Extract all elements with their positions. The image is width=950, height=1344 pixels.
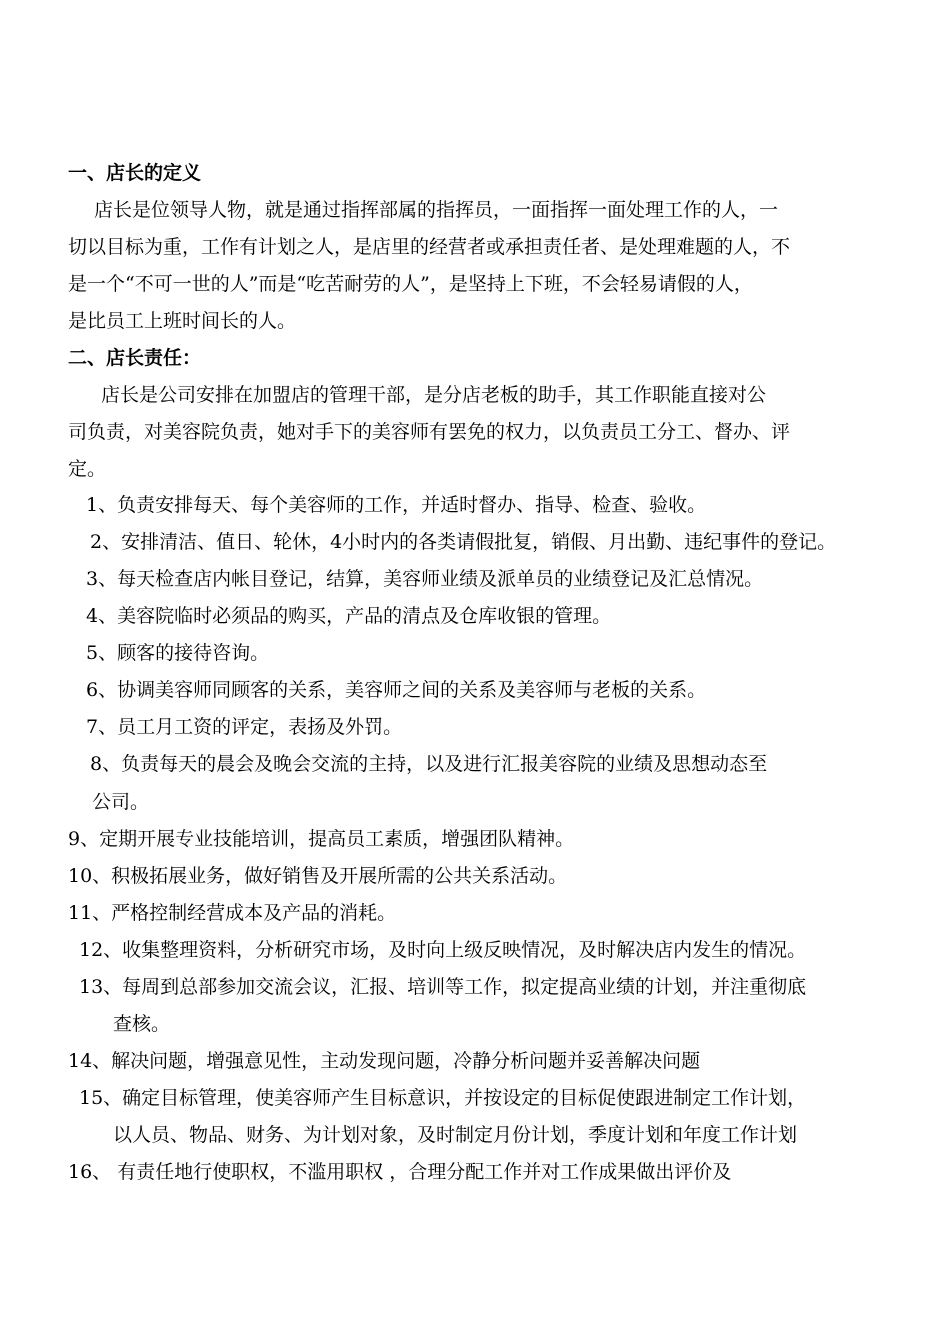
list-item: 14、解决问题，增强意见性，主动发现问题，冷静分析问题并妥善解决问题	[68, 1050, 701, 1072]
section-heading-2: 二、店长责任：	[68, 347, 202, 369]
list-item: 16、 有责任地行使职权，不滥用职权 ，合理分配工作并对工作成果做出评价及	[68, 1161, 732, 1183]
list-item: 3、每天检查店内帐目登记，结算，美容师业绩及派单员的业绩登记及汇总情况。	[86, 568, 764, 590]
paragraph-line: 切以目标为重，工作有计划之人，是店里的经营者或承担责任者、是处理难题的人，不	[68, 236, 791, 258]
list-item: 15、确定目标管理，使美容师产生目标意识，并按设定的目标促使跟进制定工作计划，	[79, 1087, 807, 1109]
list-item: 9、定期开展专业技能培训，提高员工素质，增强团队精神。	[68, 828, 575, 850]
list-item: 13、每周到总部参加交流会议，汇报、培训等工作，拟定提高业绩的计划，并注重彻底	[79, 976, 807, 998]
paragraph-line: 店长是公司安排在加盟店的管理干部，是分店老板的助手，其工作职能直接对公	[101, 384, 767, 406]
paragraph-line: 司负责，对美容院负责，她对手下的美容师有罢免的权力，以负责员工分工、督办、评	[68, 421, 791, 443]
list-item: 10、积极拓展业务，做好销售及开展所需的公共关系活动。	[68, 865, 568, 887]
list-item: 11、严格控制经营成本及产品的消耗。	[68, 902, 397, 924]
list-item: 7、员工月工资的评定，表扬及外罚。	[86, 716, 403, 738]
list-item-continuation: 以人员、物品、财务、为计划对象，及时制定月份计划，季度计划和年度工作计划	[113, 1124, 798, 1146]
list-item-continuation: 查核。	[113, 1013, 171, 1035]
list-item: 1、负责安排每天、每个美容师的工作，并适时督办、指导、检查、验收。	[86, 494, 707, 516]
list-item-continuation: 公司。	[92, 791, 150, 813]
section-heading-1: 一、店长的定义	[68, 162, 202, 184]
list-item: 12、收集整理资料，分析研究市场，及时向上级反映情况，及时解决店内发生的情况。	[79, 939, 807, 961]
paragraph-line: 定。	[68, 458, 107, 480]
paragraph-line: 是比员工上班时间长的人。	[68, 310, 297, 332]
list-item: 5、顾客的接待咨询。	[86, 642, 270, 664]
paragraph-line: 店长是位领导人物，就是通过指挥部属的指挥员，一面指挥一面处理工作的人，一	[94, 199, 779, 221]
list-item: 6、协调美容师同顾客的关系，美容师之间的关系及美容师与老板的关系。	[86, 679, 707, 701]
paragraph-line: 是一个“不可一世的人”而是“吃苦耐劳的人”，是坚持上下班，不会轻易请假的人，	[68, 273, 753, 295]
list-item: 2、安排清洁、值日、轮休，4小时内的各类请假批复，销假、月出勤、违纪事件的登记。	[90, 531, 837, 553]
list-item: 8、负责每天的晨会及晚会交流的主持，以及进行汇报美容院的业绩及思想动态至	[90, 753, 768, 775]
list-item: 4、美容院临时必须品的购买，产品的清点及仓库收银的管理。	[86, 605, 612, 627]
